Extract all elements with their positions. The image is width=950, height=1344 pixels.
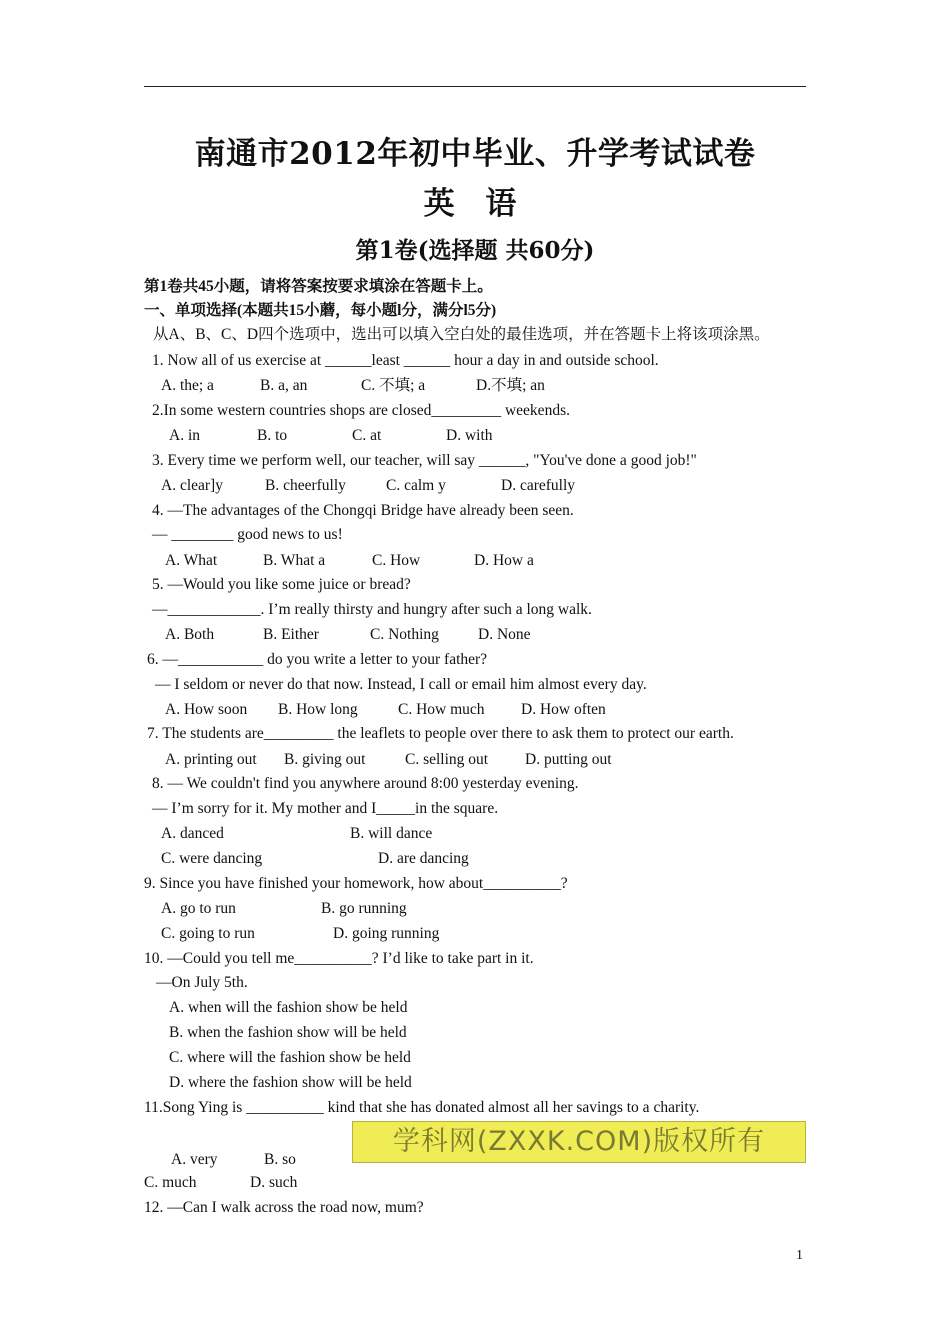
- option: C. Nothing: [370, 626, 439, 643]
- option: D. How a: [474, 552, 534, 569]
- question-3: 3. Every time we perform well, our teacher, will say ______, "You've done a good job!": [152, 452, 697, 469]
- option: C. How much: [398, 701, 485, 718]
- subject-title: 英 语: [423, 186, 527, 222]
- question-9: 9. Since you have finished your homework, how about__________?: [144, 875, 568, 892]
- exam-title: 南通市2012年初中毕业、升学考试试卷: [194, 136, 756, 172]
- option: A. printing out: [165, 751, 257, 768]
- option: A. very: [171, 1151, 218, 1168]
- section-title: 第1卷(选择题 共60分): [355, 237, 595, 264]
- option: A. go to run: [161, 900, 236, 917]
- option: D. putting out: [525, 751, 612, 768]
- question-8: 8. — We couldn't find you anywhere around 8:00 yesterday evening.: [152, 775, 579, 792]
- question-5-reply: —____________. I’m really thirsty and hungry after such a long walk.: [152, 601, 592, 618]
- option: D. carefully: [501, 477, 576, 494]
- option: D. with: [446, 427, 493, 444]
- section-one-heading: 一、单项选择(本题共15小蘑，每小题l分，满分l5分): [144, 302, 497, 319]
- option: A. danced: [161, 825, 224, 842]
- option: D. going running: [333, 925, 440, 942]
- option: C. where will the fashion show be held: [169, 1049, 411, 1066]
- option: C. selling out: [405, 751, 489, 768]
- option: D. are dancing: [378, 850, 469, 867]
- option: C. How: [372, 552, 421, 569]
- option: B. will dance: [350, 825, 433, 842]
- option: B. Either: [263, 626, 319, 643]
- header-rule: [144, 86, 806, 87]
- option: B. to: [257, 427, 288, 444]
- question-2: 2.In some western countries shops are closed_________ weekends.: [152, 402, 570, 419]
- question-4: 4. —The advantages of the Chongqi Bridge have already been seen.: [152, 502, 574, 519]
- option: B. a, an: [260, 377, 308, 394]
- option: D. How often: [521, 701, 606, 718]
- page-number: 1: [796, 1248, 803, 1263]
- option: C. calm y: [386, 477, 446, 494]
- option: B. How long: [278, 701, 358, 718]
- option: C. 不填; a: [361, 377, 426, 394]
- question-4-reply: — ________ good news to us!: [152, 526, 343, 543]
- option: D. None: [478, 626, 531, 643]
- part-note: 第1卷共45小题，请将答案按要求填涂在答题卡上。: [144, 278, 493, 295]
- option: A. What: [165, 552, 218, 569]
- question-7: 7. The students are_________ the leaflets to people over there to ask them to protect our earth.: [147, 725, 734, 742]
- question-1: 1. Now all of us exercise at ______least ______ hour a day in and outside school.: [152, 352, 659, 369]
- option: C. going to run: [161, 925, 255, 942]
- option: A. How soon: [165, 701, 248, 718]
- option: A. when will the fashion show be held: [169, 999, 408, 1016]
- question-5: 5. —Would you like some juice or bread?: [152, 576, 411, 593]
- option: C. much: [144, 1174, 197, 1191]
- watermark-banner: 学科网(ZXXK.COM)版权所有: [352, 1121, 806, 1163]
- question-12: 12. —Can I walk across the road now, mum?: [144, 1199, 424, 1216]
- question-10: 10. —Could you tell me__________? I’d like to take part in it.: [144, 950, 534, 967]
- option: B. giving out: [284, 751, 366, 768]
- question-11: 11.Song Ying is __________ kind that she has donated almost all her savings to a charity.: [144, 1099, 700, 1116]
- question-6-reply: — I seldom or never do that now. Instead, I call or email him almost every day.: [155, 676, 647, 693]
- section-one-direction: 从A、B、C、D四个选项中，选出可以填入空白处的最佳选项，并在答题卡上将该项涂黑。: [153, 326, 770, 343]
- option: B. What a: [263, 552, 326, 569]
- option: B. when the fashion show will be held: [169, 1024, 407, 1041]
- question-10-reply: —On July 5th.: [156, 974, 248, 991]
- option: A. Both: [165, 626, 215, 643]
- option: B. so: [264, 1151, 296, 1168]
- option: D. where the fashion show will be held: [169, 1074, 412, 1091]
- option: C. at: [352, 427, 382, 444]
- option: A. clear]y: [161, 477, 223, 494]
- option: D. such: [250, 1174, 298, 1191]
- question-8-reply: — I’m sorry for it. My mother and I_____in the square.: [152, 800, 499, 817]
- option: C. were dancing: [161, 850, 263, 867]
- option: D.不填; an: [476, 377, 545, 394]
- option: A. in: [169, 427, 200, 444]
- option: A. the; a: [161, 377, 214, 394]
- question-6: 6. —___________ do you write a letter to your father?: [147, 651, 488, 668]
- option: B. go running: [321, 900, 407, 917]
- option: B. cheerfully: [265, 477, 346, 494]
